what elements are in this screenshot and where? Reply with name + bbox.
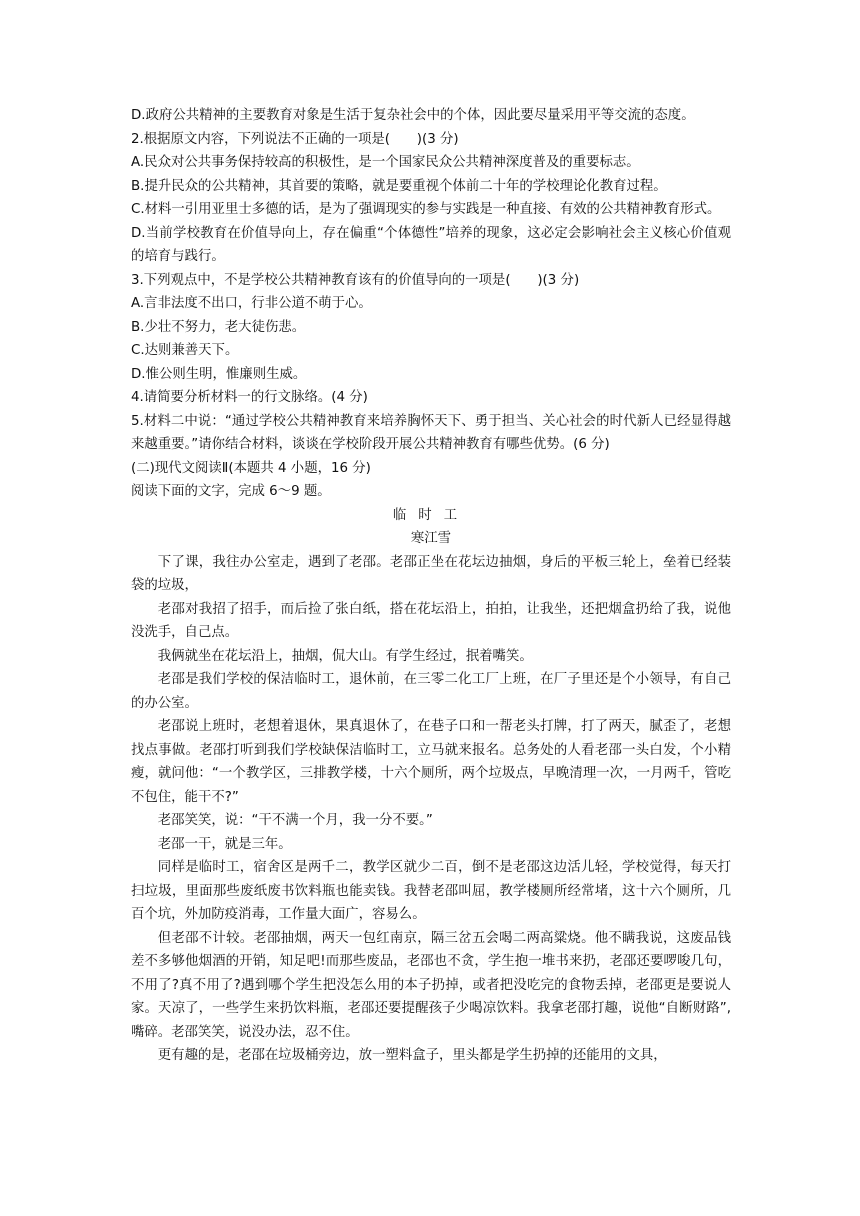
question-5: 5.材料二中说：“通过学校公共精神教育来培养胸怀天下、勇于担当、关心社会的时代新人已经显得越来越重要。”请你结合材料，谈谈在学校阶段开展公共精神教育有哪些优势。(6 分): [131, 413, 731, 452]
story-author: 寒江雪: [410, 531, 452, 546]
option-a: A.言非法度不出口，行非公道不萌于心。: [131, 296, 372, 311]
reading-instruction: 阅读下面的文字，完成 6～9 题。: [131, 484, 331, 499]
story-paragraph: 老邵笑笑，说：“干不满一个月，我一分不要。”: [157, 813, 433, 828]
story-paragraph: 老邵是我们学校的保洁临时工，退休前，在三零二化工厂上班，在厂子里还是个小领导，有自己的办公室。: [131, 672, 731, 711]
option-d: D.当前学校教育在价值导向上，存在偏重“个体德性”培养的现象，这必定会影响社会主义核心价值观的培育与践行。: [131, 225, 731, 264]
story-paragraph: 更有趣的是，老邵在垃圾桶旁边，放一塑料盒子，里头都是学生扔掉的还能用的文具，: [157, 1048, 667, 1063]
story-paragraph: 老邵一干，就是三年。: [157, 836, 292, 852]
question-4: 4.请简要分析材料一的行文脉络。(4 分): [131, 390, 368, 405]
question-2: 2.根据原文内容，下列说法不正确的一项是( )(3 分): [131, 131, 459, 147]
option-b: B.少壮不努力，老大徒伤悲。: [131, 319, 306, 335]
story-title: 临时工: [392, 507, 470, 523]
option-d: D.惟公则生明，惟廉则生威。: [131, 366, 307, 382]
option-b: B.提升民众的公共精神，其首要的策略，就是要重视个体前二十年的学校理论化教育过程。: [131, 178, 667, 194]
option-c: C.材料一引用亚里士多德的话，是为了强调现实的参与实践是一种直接、有效的公共精神教育形式。: [131, 202, 721, 217]
story-paragraph: 下了课，我往办公室走，遇到了老邵。老邵正坐在花坛边抽烟，身后的平板三轮上，垒着已经装袋的垃圾，: [131, 554, 731, 593]
story-paragraph: 但老邵不计较。老邵抽烟，两天一包红南京，隔三岔五会喝二两高粱烧。他不瞒我说，这废品钱差不多够他烟酒的开销，知足吧!而那些废品，老邵也不贪，学生抱一堆书来扔，老邵还要啰唆几句，不用了?真不用了?遇到哪个学生把没怎么用的本子扔掉，或者把没吃完的食物丢掉，老邵更是要说人家。天凉了，一些学生来扔饮料瓶，老邵还要提醒孩子少喝凉饮料。我拿老邵打趣，说他“自断财路”,嘴碎。老邵笑笑，说没办法，忍不住。: [131, 930, 731, 1040]
section-heading: (二)现代文阅读Ⅱ(本题共 4 小题，16 分): [131, 460, 371, 476]
document-page: [131, 104, 731, 1068]
question-3: 3.下列观点中，不是学校公共精神教育该有的价值导向的一项是( )(3 分): [131, 272, 580, 288]
story-paragraph: 老邵说上班时，老想着退休，果真退休了，在巷子口和一帮老头打牌，打了两天，腻歪了，老想找点事做。老邵打听到我们学校缺保洁临时工，立马就来报名。总务处的人看老邵一头白发，个小精瘦，就问他：“一个教学区，三排教学楼，十六个厕所，两个垃圾点，早晚清理一次，一月两千，管吃不包住，能干不?”: [131, 719, 731, 805]
story-paragraph: 老邵对我招了招手，而后捡了张白纸，搭在花坛沿上，拍拍，让我坐，还把烟盒扔给了我，说他没洗手，自己点。: [131, 601, 731, 640]
option-d-line: D.政府公共精神的主要教育对象是生活于复杂社会中的个体，因此要尽量采用平等交流的态度。: [131, 108, 695, 123]
option-a: A.民众对公共事务保持较高的积极性，是一个国家民众公共精神深度普及的重要标志。: [131, 155, 640, 170]
story-paragraph: 我俩就坐在花坛沿上，抽烟，侃大山。有学生经过，抿着嘴笑。: [157, 648, 533, 664]
option-c: C.达则兼善天下。: [131, 343, 239, 358]
story-paragraph: 同样是临时工，宿舍区是两千二，教学区就少二百，倒不是老邵这边活儿轻，学校觉得，每天打扫垃圾，里面那些废纸废书饮料瓶也能卖钱。我替老邵叫屈，教学楼厕所经常堵，这十六个厕所，几百个坑，外加防疫消毒，工作量大面广，容易么。: [131, 860, 731, 922]
